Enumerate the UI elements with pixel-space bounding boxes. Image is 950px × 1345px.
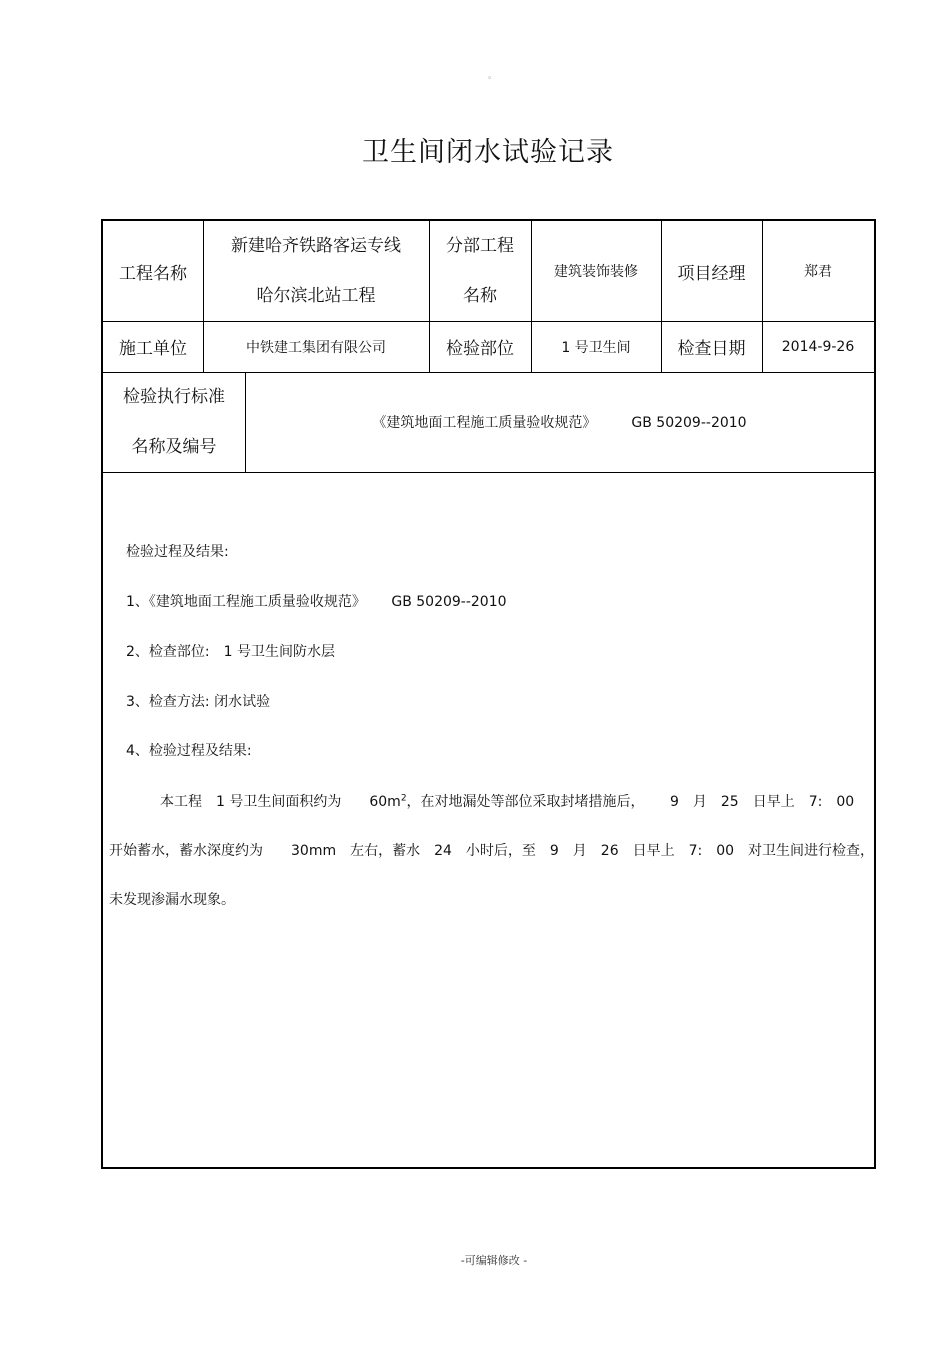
date-label: 检查日期 <box>677 339 746 359</box>
sub-project-label-line1: 分部工程 <box>446 236 514 256</box>
content-item-4: 4、检验过程及结果: <box>126 743 252 759</box>
standard-value: 《建筑地面工程施工质量验收规范》 GB 50209--2010 <box>372 415 747 431</box>
page-title: 卫生间闭水试验记录 <box>362 137 614 168</box>
standard-label-line1: 检验执行标准 <box>123 387 225 407</box>
footer-note: -可编辑修改 - <box>460 1254 528 1267</box>
result-paragraph-line1: 本工程 1 号卫生间面积约为 $60m^2$，在对地漏处等部位采取封堵措施后， 9 月 25 日早上 7: 00 <box>160 793 855 810</box>
project-name-value <box>203 221 429 321</box>
contractor-value: 中铁建工集团有限公司 <box>246 339 386 356</box>
row-divider <box>103 472 874 473</box>
content-item-2: 2、检查部位: 1 号卫生间防水层 <box>126 644 335 660</box>
date-value: 2014-9-26 <box>781 338 855 355</box>
result-paragraph-line3: 未发现渗漏水现象。 <box>109 892 235 908</box>
location-label: 检验部位 <box>446 339 514 359</box>
top-mark: 。 <box>488 71 498 81</box>
content-item-3: 3、检查方法: 闭水试验 <box>126 694 271 710</box>
project-name-line2: 哈尔滨北站工程 <box>256 286 376 306</box>
content-item-1: 1、《建筑地面工程施工质量验收规范》 GB 50209--2010 <box>126 594 507 610</box>
standard-label <box>103 372 245 472</box>
project-name-line1: 新建哈齐铁路客运专线 <box>231 236 401 256</box>
record-table <box>101 219 876 1169</box>
standard-label-line2: 名称及编号 <box>131 437 217 457</box>
project-name-label: 工程名称 <box>119 263 187 284</box>
result-paragraph-line2: 开始蓄水，蓄水深度约为 30mm 左右，蓄水 24 小时后，至 9 月 26 日早上 7: 00 对卫生间进行检查， <box>109 843 875 859</box>
location-value: 1 号卫生间 <box>561 339 631 356</box>
sub-project-value: 建筑装饰装修 <box>554 264 638 280</box>
sub-project-label <box>429 221 531 321</box>
manager-value: 郑君 <box>804 264 832 280</box>
content-heading: 检验过程及结果: <box>126 544 229 560</box>
contractor-label: 施工单位 <box>119 339 187 359</box>
manager-label: 项目经理 <box>677 263 746 284</box>
sub-project-label-line2: 名称 <box>463 286 497 306</box>
